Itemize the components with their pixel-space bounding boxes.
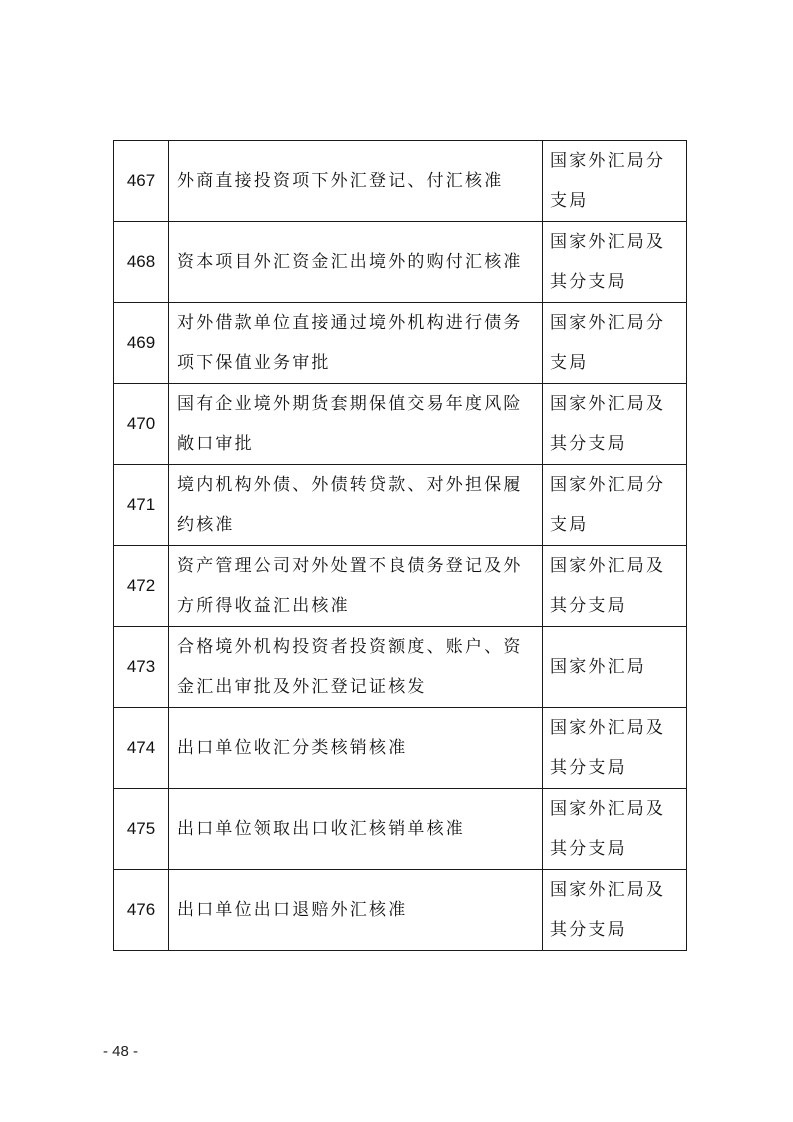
approval-items-table	[113, 140, 687, 951]
table-row	[114, 708, 687, 789]
approving-authority: 国家外汇局及其分支局	[543, 546, 687, 627]
approving-authority: 国家外汇局及其分支局	[543, 384, 687, 465]
item-name: 对外借款单位直接通过境外机构进行债务项下保值业务审批	[169, 303, 543, 384]
item-name: 资本项目外汇资金汇出境外的购付汇核准	[169, 222, 543, 303]
table-row	[114, 789, 687, 870]
approving-authority: 国家外汇局及其分支局	[543, 708, 687, 789]
table-row	[114, 303, 687, 384]
row-number: 470	[114, 384, 169, 465]
approving-authority: 国家外汇局及其分支局	[543, 222, 687, 303]
table-row	[114, 222, 687, 303]
table-row	[114, 141, 687, 222]
row-number: 474	[114, 708, 169, 789]
item-name: 出口单位收汇分类核销核准	[169, 708, 543, 789]
page-number: - 48 -	[103, 1043, 139, 1060]
item-name: 出口单位出口退赔外汇核准	[169, 870, 543, 951]
approving-authority: 国家外汇局分支局	[543, 303, 687, 384]
table-row	[114, 627, 687, 708]
row-number: 475	[114, 789, 169, 870]
row-number: 472	[114, 546, 169, 627]
item-name: 资产管理公司对外处置不良债务登记及外方所得收益汇出核准	[169, 546, 543, 627]
approving-authority: 国家外汇局	[543, 627, 687, 708]
row-number: 473	[114, 627, 169, 708]
approving-authority: 国家外汇局分支局	[543, 465, 687, 546]
row-number: 476	[114, 870, 169, 951]
row-number: 468	[114, 222, 169, 303]
row-number: 467	[114, 141, 169, 222]
row-number: 471	[114, 465, 169, 546]
approving-authority: 国家外汇局及其分支局	[543, 870, 687, 951]
approving-authority: 国家外汇局分支局	[543, 141, 687, 222]
table-row	[114, 384, 687, 465]
row-number: 469	[114, 303, 169, 384]
table-row	[114, 546, 687, 627]
table-row	[114, 465, 687, 546]
item-name: 外商直接投资项下外汇登记、付汇核准	[169, 141, 543, 222]
item-name: 国有企业境外期货套期保值交易年度风险敞口审批	[169, 384, 543, 465]
table-row	[114, 870, 687, 951]
item-name: 出口单位领取出口收汇核销单核准	[169, 789, 543, 870]
approving-authority: 国家外汇局及其分支局	[543, 789, 687, 870]
item-name: 合格境外机构投资者投资额度、账户、资金汇出审批及外汇登记证核发	[169, 627, 543, 708]
item-name: 境内机构外债、外债转贷款、对外担保履约核准	[169, 465, 543, 546]
